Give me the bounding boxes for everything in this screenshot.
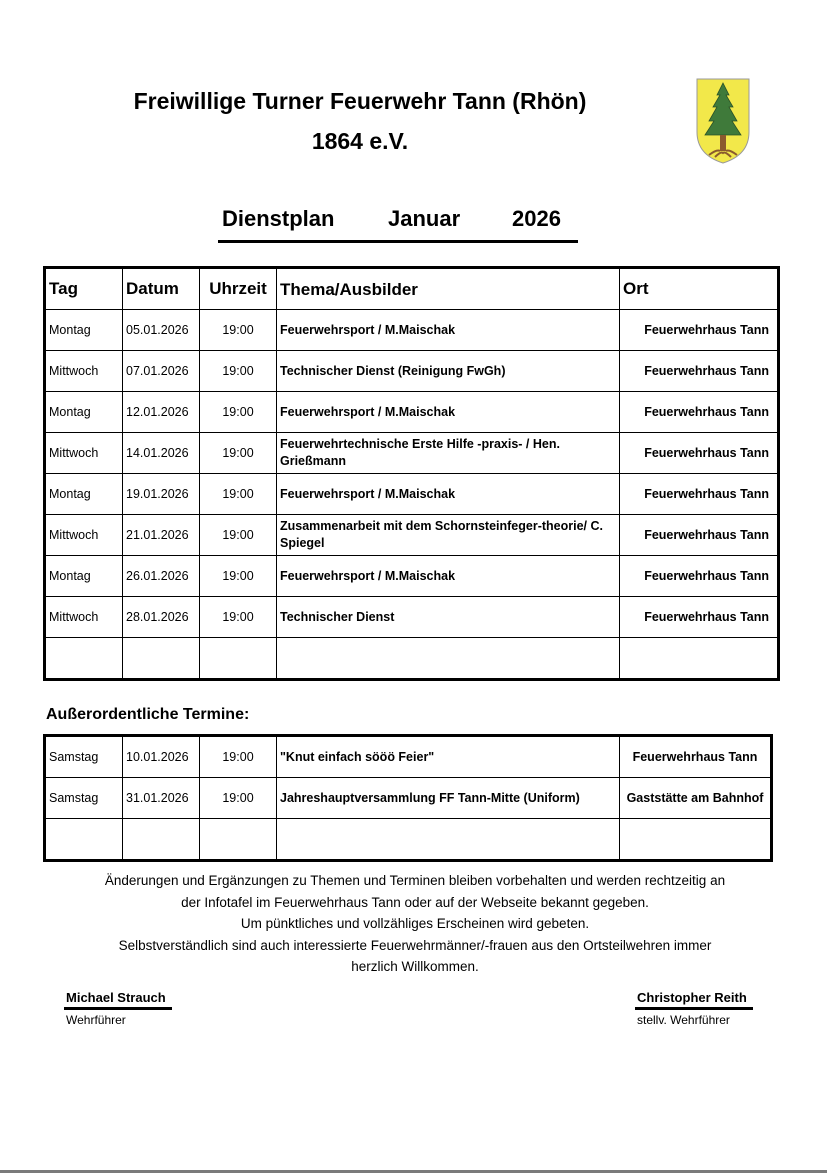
cell-uhrzeit: 19:00 [200, 433, 277, 474]
cell-ort: Feuerwehrhaus Tann [620, 392, 779, 433]
cell-ort: Feuerwehrhaus Tann [620, 474, 779, 515]
signature-deputy [635, 990, 753, 1027]
cell-datum [123, 638, 200, 680]
cell-thema: Feuerwehrsport / M.Maischak [277, 556, 620, 597]
cell-tag: Mittwoch [45, 597, 123, 638]
table-row [45, 515, 779, 556]
plan-title [218, 206, 578, 243]
table-row [45, 474, 779, 515]
duty-schedule-table [43, 266, 780, 681]
col-header-uhrzeit: Uhrzeit [200, 268, 277, 310]
cell-datum: 31.01.2026 [123, 778, 200, 819]
plan-month: Januar [388, 206, 461, 231]
table-row [45, 310, 779, 351]
note-line: Um pünktliches und vollzähliges Erscheinen wird gebeten. [240, 916, 590, 931]
cell-ort: Feuerwehrhaus Tann [620, 351, 779, 392]
table-row [45, 392, 779, 433]
table-row [45, 778, 772, 819]
table-row [45, 638, 779, 680]
cell-datum: 12.01.2026 [123, 392, 200, 433]
cell-ort [620, 638, 779, 680]
cell-tag: Mittwoch [45, 351, 123, 392]
cell-ort: Feuerwehrhaus Tann [620, 433, 779, 474]
cell-tag: Mittwoch [45, 433, 123, 474]
cell-uhrzeit: 19:00 [200, 556, 277, 597]
cell-ort: Feuerwehrhaus Tann [620, 597, 779, 638]
cell-tag: Montag [45, 392, 123, 433]
extra-dates-table [43, 734, 773, 862]
cell-tag: Mittwoch [45, 515, 123, 556]
club-founding-line: 1864 e.V. [311, 128, 409, 154]
table-row [45, 597, 779, 638]
cell-thema [277, 638, 620, 680]
note-line: der Infotafel im Feuerwehrhaus Tann oder auf der Webseite bekannt gegeben. [181, 894, 649, 910]
cell-thema: Zusammenarbeit mit dem Schornsteinfeger-theorie/ C. Spiegel [277, 515, 620, 556]
cell-uhrzeit [200, 638, 277, 680]
cell-datum: 26.01.2026 [123, 556, 200, 597]
col-header-tag: Tag [45, 268, 123, 310]
plan-year: 2026 [512, 206, 561, 231]
cell-thema: Feuerwehrsport / M.Maischak [277, 310, 620, 351]
cell-ort: Gaststätte am Bahnhof [620, 778, 772, 819]
club-name: Freiwillige Turner Feuerwehr Tann (Rhön) [133, 88, 587, 114]
table-row [45, 433, 779, 474]
cell-uhrzeit: 19:00 [200, 778, 277, 819]
note-line: Änderungen und Ergänzungen zu Themen und Terminen bleiben vorbehalten und werden rechtzeitig an [104, 873, 726, 888]
cell-uhrzeit: 19:00 [200, 515, 277, 556]
signature-name: Christopher Reith [635, 990, 753, 1010]
cell-ort [620, 819, 772, 861]
signature-chief [64, 990, 172, 1027]
table-row [45, 819, 772, 861]
cell-uhrzeit: 19:00 [200, 351, 277, 392]
coat-of-arms-icon [695, 77, 751, 165]
cell-thema [277, 819, 620, 861]
cell-thema: Technischer Dienst [277, 597, 620, 638]
cell-ort: Feuerwehrhaus Tann [620, 515, 779, 556]
note-line: Selbstverständlich sind auch interessierte Feuerwehrmänner/-frauen aus den Ortsteilwehren immer [118, 937, 712, 953]
cell-datum: 14.01.2026 [123, 433, 200, 474]
cell-ort: Feuerwehrhaus Tann [620, 736, 772, 778]
cell-thema: Feuerwehrsport / M.Maischak [277, 392, 620, 433]
table-row [45, 556, 779, 597]
cell-thema: Technischer Dienst (Reinigung FwGh) [277, 351, 620, 392]
cell-thema: "Knut einfach sööö Feier" [277, 736, 620, 778]
cell-datum: 28.01.2026 [123, 597, 200, 638]
cell-datum: 07.01.2026 [123, 351, 200, 392]
col-header-datum: Datum [123, 268, 200, 310]
signature-role: Wehrführer [66, 1013, 126, 1027]
cell-datum: 10.01.2026 [123, 736, 200, 778]
cell-tag: Montag [45, 474, 123, 515]
cell-uhrzeit: 19:00 [200, 474, 277, 515]
signature-name: Michael Strauch [64, 990, 172, 1010]
cell-tag [45, 819, 123, 861]
table-row [45, 351, 779, 392]
cell-datum: 21.01.2026 [123, 515, 200, 556]
table-header-row [45, 268, 779, 310]
cell-uhrzeit: 19:00 [200, 736, 277, 778]
cell-tag: Samstag [45, 778, 123, 819]
cell-datum: 19.01.2026 [123, 474, 200, 515]
cell-tag: Samstag [45, 736, 123, 778]
cell-ort: Feuerwehrhaus Tann [620, 556, 779, 597]
cell-tag: Montag [45, 310, 123, 351]
cell-tag: Montag [45, 556, 123, 597]
cell-datum [123, 819, 200, 861]
signature-role: stellv. Wehrführer [637, 1013, 730, 1027]
col-header-ort: Ort [620, 268, 779, 310]
cell-uhrzeit [200, 819, 277, 861]
cell-datum: 05.01.2026 [123, 310, 200, 351]
extra-dates-heading: Außerordentliche Termine: [46, 706, 250, 723]
cell-thema: Feuerwehrtechnische Erste Hilfe -praxis- / Hen. Grießmann [277, 433, 620, 474]
cell-thema: Feuerwehrsport / M.Maischak [277, 474, 620, 515]
cell-uhrzeit: 19:00 [200, 392, 277, 433]
cell-ort: Feuerwehrhaus Tann [620, 310, 779, 351]
cell-uhrzeit: 19:00 [200, 597, 277, 638]
col-header-thema: Thema/Ausbilder [277, 268, 620, 310]
cell-tag [45, 638, 123, 680]
table-row [45, 736, 772, 778]
cell-thema: Jahreshauptversammlung FF Tann-Mitte (Uniform) [277, 778, 620, 819]
notes-block [40, 870, 790, 978]
cell-uhrzeit: 19:00 [200, 310, 277, 351]
note-line: herzlich Willkommen. [351, 959, 479, 974]
plan-label: Dienstplan [222, 206, 335, 231]
